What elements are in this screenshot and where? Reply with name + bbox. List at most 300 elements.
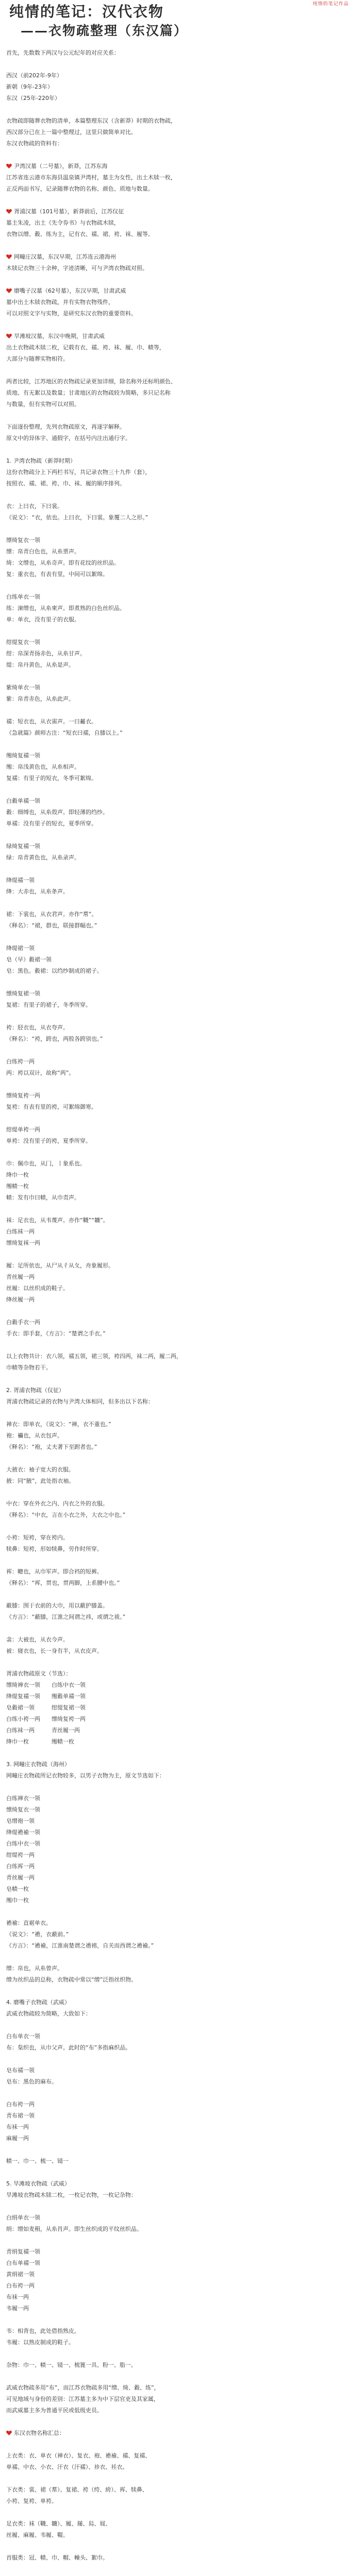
text-line	[6, 1294, 347, 1306]
text-line-content: 布袜一两	[6, 2124, 29, 2130]
text-line	[6, 297, 347, 308]
text-line-content: 白练小袴一两 缥绮复袴一两	[6, 1716, 86, 1722]
article-section	[6, 943, 347, 977]
article-section	[6, 1419, 347, 1453]
text-line-content: 犊鼻：短袴，形如犊鼻，劳作时所穿。	[6, 1546, 103, 1552]
title-line-1: 纯情的笔记：汉代衣物	[9, 3, 164, 20]
text-line-content: 西汉部分已在上一篇中整理过，这里只做简单对比。	[6, 129, 137, 135]
text-line	[6, 795, 347, 807]
text-line-content: 绛丝履一两	[6, 1296, 35, 1303]
text-line-content: 手衣：即手套，《方言》：“楚谓之手衣。”	[6, 1330, 106, 1337]
text-line-content: 《说文》：“衣，依也。上曰衣，下曰裳。象覆二人之形。”	[6, 514, 148, 521]
text-line	[6, 2484, 347, 2496]
text-line-content: 韦：相背也，此处借指熟皮。	[6, 2328, 80, 2334]
text-line-content: 尹湾汉墓（二号墓），新莽，江苏东海	[14, 163, 108, 170]
text-line-content: 缃：帛浅黄色也，从糸相声。	[6, 764, 80, 770]
text-line-content: 江苏省连云港市东海县温泉镇尹湾村，墓主为女性，出土木牍一枚，	[6, 174, 176, 181]
text-line-content: 白绢单衣一领	[6, 2214, 40, 2221]
text-line	[6, 2450, 347, 2462]
text-line-content: 丝履、麻履、韦履、鞮。	[6, 2532, 69, 2538]
text-line	[6, 1362, 347, 1374]
article-section	[6, 1759, 347, 1782]
text-line	[6, 1124, 347, 1136]
text-line	[6, 229, 347, 240]
text-line-content: 单襦、中衣、小衣、汗衣（汗襦）、袗衣、袿衣。	[6, 2464, 128, 2470]
text-line-content: 与数量，但有实物可以对照。	[6, 401, 80, 408]
text-line	[6, 1260, 347, 1272]
text-line	[6, 501, 347, 512]
text-line-content: 5. 旱滩坡衣物疏（武威）	[6, 2180, 70, 2187]
article-section	[6, 1566, 347, 1589]
text-line	[6, 1725, 347, 1736]
article-section	[6, 1997, 347, 2020]
text-line	[6, 2360, 347, 2371]
text-line	[6, 1770, 347, 1782]
text-line	[6, 1850, 347, 1861]
text-line-content: 縠：细缚也，从糸殻声。即轻薄的绉纱。	[6, 809, 108, 816]
text-line-content: 白练袜一两 青丝履一两	[6, 1727, 80, 1734]
text-line	[6, 761, 347, 773]
text-line-content: 2. 胥浦衣物疏（仪征）	[6, 1387, 64, 1394]
text-line	[6, 2303, 347, 2314]
text-line	[6, 1510, 347, 1521]
text-line	[6, 1759, 347, 1770]
text-line	[6, 1442, 347, 1453]
text-line	[6, 1385, 347, 1396]
article-section	[6, 1022, 347, 1045]
text-line-content: 首先，先数数下两汉与公元纪年的对应关系：	[6, 49, 120, 56]
text-line-content: 复襦：有里子的短衣，冬季可絮绵。	[6, 775, 97, 782]
text-line	[6, 852, 347, 863]
text-line	[6, 1872, 347, 1884]
text-line	[6, 342, 347, 353]
text-line	[6, 1793, 347, 1804]
text-line	[6, 1997, 347, 2008]
text-line	[6, 943, 347, 954]
article-section	[6, 1963, 347, 1986]
text-line	[6, 2292, 347, 2303]
text-line-content: 巾帻等杂物若干。	[6, 1364, 52, 1371]
heart-icon	[6, 288, 12, 293]
text-line	[6, 954, 347, 965]
text-line-content: 绛缇襜褕一领	[6, 1829, 40, 1836]
text-line-content: 白布袴一两	[6, 2282, 35, 2289]
text-line	[6, 2110, 347, 2122]
text-line-content: 两：袴以双计，故称“两”。	[6, 1070, 75, 1076]
text-line	[6, 478, 347, 489]
text-line	[6, 455, 347, 467]
text-line	[6, 648, 347, 659]
text-line	[6, 807, 347, 818]
text-line-content: 紫：帛青赤色，从糸此声。	[6, 696, 74, 702]
text-line	[6, 1691, 347, 1702]
heart-icon	[6, 209, 12, 214]
text-line	[6, 2008, 347, 2020]
text-line-content: 小袴、复袴、单袴。	[6, 2498, 57, 2504]
text-line	[6, 1464, 347, 1476]
text-line-content: 绛缇复襦一领 缃縠单襦一领	[6, 1693, 86, 1700]
text-line	[6, 2552, 347, 2564]
article-section	[6, 1124, 347, 1147]
text-line	[6, 387, 347, 399]
text-line	[6, 1895, 347, 1906]
text-line-content: 《方言》：“蔽膝，江淮之间谓之祎，或谓之祓。”	[6, 1614, 126, 1620]
text-line-content: 裈：幒也，从巾军声。即合裆的短裤。	[6, 1568, 103, 1575]
text-line-content: 可见地域与身份的差别：江苏墓主多为中下层官吏及其家属，	[6, 2396, 159, 2402]
article-section	[6, 1351, 347, 1374]
text-line	[6, 1056, 347, 1067]
title-line-2: ——衣物疏整理（东汉篇）	[21, 23, 188, 38]
text-line-content: 白縠手衣一两	[6, 1319, 40, 1326]
text-line-content: 缥绮复衣一领	[6, 537, 40, 544]
text-line	[6, 183, 347, 195]
text-line	[6, 2178, 347, 2190]
article-section	[6, 750, 347, 784]
article-header	[0, 0, 353, 45]
text-line-content: 足衣类：袜（韈、韤）、履、屦、舄、屐、	[6, 2520, 111, 2527]
article-section	[6, 1090, 347, 1113]
text-line	[6, 1351, 347, 1362]
text-line	[6, 93, 347, 104]
text-line-content: 布袜一两	[6, 2294, 29, 2300]
text-line	[6, 1566, 347, 1578]
text-line-content: 3. 网疃庄衣物疏（海州）	[6, 1761, 70, 1768]
text-line-content: 单襦：没有里子的短衣，夏季所穿。	[6, 820, 97, 827]
text-line-content: 青布裙一领	[6, 2112, 35, 2119]
text-line	[6, 1498, 347, 1510]
text-line-content: 单袴：没有里子的袴，夏季所穿。	[6, 1138, 91, 1144]
text-line	[6, 1668, 347, 1680]
article-section	[6, 2178, 347, 2201]
text-line	[6, 2156, 347, 2167]
text-line	[6, 1226, 347, 1238]
text-line-content: 墓中出土木牍衣物疏，并有实物衣物残件，	[6, 299, 114, 306]
article-section	[6, 2212, 347, 2235]
article-section	[6, 501, 347, 523]
article-section	[6, 2099, 347, 2144]
text-line-content: 白练袜一两	[6, 1228, 35, 1235]
text-line-content: 单：单衣，没有里子的衣服。	[6, 616, 80, 623]
text-line	[6, 1612, 347, 1623]
text-line-content: 练：湅缯也，从糸柬声。即煮熟的白色丝织品。	[6, 605, 125, 612]
text-line-content: 绢：缯如麦䅌，从糸肙声。即生丝织成的平纹丝织品。	[6, 2226, 142, 2232]
text-line-content: 白布单衣一领	[6, 2033, 40, 2040]
text-line	[6, 1396, 347, 1408]
text-line-content: 白练中衣一领	[6, 1840, 40, 1847]
text-line	[6, 1702, 347, 1714]
text-line	[6, 1181, 347, 1192]
text-line-content: 缃绮复襦一领	[6, 752, 40, 759]
article-section	[6, 909, 347, 931]
article-section	[6, 1793, 347, 1906]
text-line	[6, 2212, 347, 2224]
text-line-content: 韦履一两	[6, 2305, 29, 2312]
text-line	[6, 1101, 347, 1113]
text-line	[6, 2099, 347, 2110]
text-line-content: 蔽膝：围于衣前的大巾，用以蔽护膝盖。	[6, 1602, 108, 1609]
text-line-content: 缃巾一枚	[6, 1897, 29, 1904]
watermark-top: 纯情的笔记作品	[312, 2, 349, 7]
text-line	[6, 750, 347, 761]
text-line	[6, 421, 347, 433]
article-section	[6, 2450, 347, 2473]
text-line	[6, 886, 347, 897]
text-line-content: 新朝（9年-23年）	[6, 83, 53, 90]
text-line-content: 以上衣物共计：衣八领，襦五领，裙三领，袴四两，袜二两，履二两，	[6, 1353, 182, 1360]
text-line	[6, 512, 347, 523]
text-line	[6, 920, 347, 931]
text-line-content: 《释名》：“中衣，言在小衣之外，大衣之中也。”	[6, 1512, 126, 1518]
article-section	[6, 285, 347, 319]
text-line-content: 4. 磨嘴子衣物疏（武威）	[6, 1999, 70, 2006]
text-line	[6, 2462, 347, 2473]
text-line-content: 皂缯袍一领	[6, 1818, 35, 1824]
text-line-content: 绛缇襦一领	[6, 877, 35, 884]
text-line-content: 武威衣物疏多用“布”，而江苏衣物疏多用“缯、绮、縠、练”，	[6, 2384, 160, 2391]
article-section	[6, 2382, 347, 2416]
text-line	[6, 1974, 347, 1986]
text-line	[6, 1884, 347, 1895]
text-line-content: 缥绮禅衣一领 白练中衣一领	[6, 1682, 86, 1688]
text-line	[6, 1192, 347, 1204]
text-line	[6, 433, 347, 444]
text-line-content: 襦：短衣也，从衣需声。一曰㬮衣。	[6, 718, 97, 725]
text-line	[6, 251, 347, 263]
text-line	[6, 1022, 347, 1033]
text-line-content: 复袴：有表有里的袴，可絮绵御寒。	[6, 1104, 97, 1110]
article-section	[6, 1215, 347, 1249]
article-section	[6, 1317, 347, 1340]
text-line	[6, 965, 347, 977]
text-line-content: 皂布：黑色的麻布。	[6, 2078, 57, 2085]
text-line-content: 衾：大被也，从衣今声。	[6, 1636, 69, 1643]
text-line-content: 东汉（25年-220年）	[6, 95, 60, 101]
text-line	[6, 1328, 347, 1340]
text-line	[6, 2382, 347, 2394]
text-line-content: 复裙：有里子的裙子，冬季所穿。	[6, 1002, 91, 1008]
text-line	[6, 331, 347, 342]
article-section	[6, 2246, 347, 2314]
text-line-content: 《说文》：“襜，衣蔽前。”	[6, 1931, 69, 1938]
text-line-content: 胥浦衣物疏原文（节选）：	[6, 1670, 72, 1677]
text-line	[6, 1804, 347, 1816]
article-section	[6, 1600, 347, 1623]
text-line	[6, 1158, 347, 1170]
article-section	[6, 331, 347, 365]
text-line	[6, 308, 347, 319]
text-line	[6, 999, 347, 1011]
text-line	[6, 376, 347, 387]
text-line	[6, 1736, 347, 1748]
text-line	[6, 1634, 347, 1646]
text-line	[6, 138, 347, 149]
text-line-content: 绀缇单袴一两	[6, 1126, 40, 1133]
text-line	[6, 1838, 347, 1850]
text-line	[6, 818, 347, 829]
text-line-content: 网疃庄汉墓，东汉早期，江苏连云港海州	[14, 253, 116, 260]
text-line	[6, 569, 347, 580]
text-line	[6, 1476, 347, 1487]
text-line	[6, 2246, 347, 2258]
text-line-content: 韦履：以熟皮制成的鞋子。	[6, 2339, 74, 2346]
text-line	[6, 2496, 347, 2507]
article-section	[6, 376, 347, 410]
text-line-content: 两者比较，江苏地区的衣物疏记录更加详细，除名称外还标明颜色、	[6, 378, 176, 385]
text-line-content: 袍：襺也，从衣包声。	[6, 1432, 63, 1439]
text-line-content: 巾：佩巾也，从冂，丨象系也。	[6, 1160, 86, 1167]
text-line	[6, 1861, 347, 1872]
text-line-content: 绛巾一枚	[6, 1172, 29, 1178]
article-section	[6, 1918, 347, 1952]
text-line	[6, 2428, 347, 2439]
text-line	[6, 172, 347, 183]
text-line-content: 1. 尹湾衣物疏（新莽时期）	[6, 457, 76, 464]
text-line-content: 出土衣物疏木牍二枚，记载有衣、襦、袴、袜、履、巾、帻等，	[6, 344, 165, 351]
text-line-content: 白练袴一两	[6, 1058, 35, 1065]
text-line-content: 武威衣物疏较为简略，大致如下：	[6, 2010, 91, 2017]
text-line	[6, 2190, 347, 2201]
heart-icon	[6, 2430, 12, 2435]
text-line	[6, 2042, 347, 2054]
text-line	[6, 206, 347, 217]
text-line-content: 杂物：巾一、帻一、镜一、梳篦一具、粉一、脂一。	[6, 2362, 137, 2368]
article-section	[6, 2031, 347, 2054]
text-line-content: 大掖衣：袖子宽大的衣服。	[6, 1466, 74, 1473]
text-line-content: 《释名》：“裈，贯也，贯两脚，上系腰中也。”	[6, 1580, 120, 1586]
text-line-content: 皂縠裙一领 绀缇复裙一领	[6, 1704, 86, 1711]
text-line	[6, 603, 347, 614]
text-line-content: 绀：帛深青扬赤色，从糸甘声。	[6, 650, 86, 657]
article-section	[6, 1158, 347, 1204]
text-line-content: 青丝履一两	[6, 1874, 35, 1881]
article-section	[6, 421, 347, 444]
article-section	[6, 1260, 347, 1306]
text-line	[6, 2405, 347, 2416]
text-line	[6, 841, 347, 852]
text-line	[6, 2394, 347, 2405]
text-line	[6, 2326, 347, 2337]
text-line	[6, 2518, 347, 2530]
article-section	[6, 251, 347, 274]
text-line	[6, 988, 347, 999]
text-line	[6, 2224, 347, 2235]
text-line-content: 下衣类：裳、裙（帬）、复裙、袴（绔、絝）、裈、犊鼻、	[6, 2486, 148, 2493]
text-line	[6, 614, 347, 625]
text-line	[6, 1940, 347, 1952]
text-line	[6, 1578, 347, 1589]
article-section	[6, 841, 347, 863]
text-line-content: 上衣类：衣、单衣（禅衣）、复衣、袍、襜褕、襦、复襦、	[6, 2452, 151, 2459]
text-line-content: 绛：大赤也，从糸夅声。	[6, 888, 69, 895]
text-line-content: 东汉衣物名称汇总：	[14, 2430, 65, 2436]
text-line-content: 皂布襦一领	[6, 2067, 35, 2074]
text-line	[6, 591, 347, 603]
text-line-content: 胥浦汉墓（101号墓），新莽前后，江苏仪征	[14, 208, 124, 215]
text-line	[6, 1600, 347, 1612]
article-section	[6, 795, 347, 829]
text-line	[6, 1827, 347, 1838]
article-section	[6, 70, 347, 104]
article-section	[6, 1464, 347, 1487]
text-line	[6, 2280, 347, 2292]
text-line	[6, 557, 347, 569]
text-line	[6, 909, 347, 920]
text-line-content: 履：足所依也，从尸从彳从夂，舟象履形。	[6, 1262, 114, 1269]
text-line-content: 小袴：短袴，穿在袴内。	[6, 1534, 69, 1541]
text-line-content: 大部分与随葬实物相符。	[6, 355, 69, 362]
article-section	[6, 115, 347, 149]
article-section	[6, 591, 347, 625]
text-line	[6, 1714, 347, 1725]
text-line-content: 绛巾一枚 缃帻一枚	[6, 1738, 74, 1745]
text-line	[6, 693, 347, 705]
text-line-content: 紫绮单衣一领	[6, 684, 40, 691]
text-line-content: 衣物疏即随葬衣物的清单，本篇整理东汉（含新莽）时期的衣物疏，	[6, 117, 176, 124]
text-line-content: 网疃庄衣物疏所记衣物较多，以男子衣物为主，原文节选如下：	[6, 1772, 165, 1779]
text-line-content: 袜：足衣也，从韦蔑声。亦作“韈”“韤”。	[6, 1217, 109, 1224]
text-line-content: 衣物以缯、縠、练为主，记有衣、襦、裙、袴、袜、履等。	[6, 231, 154, 238]
text-line-content: 复：重衣也，有表有里，中间可以絮绵。	[6, 571, 108, 578]
text-line	[6, 2530, 347, 2541]
text-line	[6, 467, 347, 478]
text-line	[6, 1816, 347, 1827]
text-line-content: 胥浦衣物疏记录的衣物与尹湾大体相同，但多出以下名称：	[6, 1398, 154, 1405]
article-section	[6, 1634, 347, 1657]
text-line-content: 《释名》：“袍，丈夫著下至跗者也。”	[6, 1444, 97, 1450]
text-line	[6, 353, 347, 365]
article-section	[6, 2484, 347, 2507]
text-line-content: 缯：帛也，从糸曾声。	[6, 1965, 63, 1972]
text-line-content: 下面逐份整理，先列衣物疏原文，再逐字解释。	[6, 423, 125, 430]
text-line-content: 中衣：穿在外衣之内、内衣之外的衣服。	[6, 1500, 108, 1507]
article-section	[6, 875, 347, 897]
text-line-content: 缥绮复衣一领	[6, 1806, 40, 1813]
text-line	[6, 115, 347, 127]
text-line-content: 缃帻一枚	[6, 1183, 29, 1190]
text-line	[6, 2258, 347, 2269]
text-line	[6, 1136, 347, 1147]
text-line	[6, 1238, 347, 1249]
text-line-content: 绮：文缯也，从糸奇声。即有花纹的丝织品。	[6, 560, 120, 566]
text-line-content: 可以对照文字与实物，是研究东汉衣物的重要资料。	[6, 310, 137, 317]
text-line	[6, 161, 347, 172]
text-line	[6, 2065, 347, 2076]
text-line	[6, 1090, 347, 1101]
text-line-content: 木牍记衣物三十余种，字迹清晰，可与尹湾衣物疏对照。	[6, 265, 148, 272]
text-line	[6, 285, 347, 297]
article-section	[6, 2326, 347, 2348]
article-section	[6, 1532, 347, 1555]
article-section	[6, 1056, 347, 1079]
text-line	[6, 1544, 347, 1555]
text-line-content: 青丝履一两	[6, 1274, 35, 1280]
text-line	[6, 727, 347, 739]
text-line	[6, 1419, 347, 1430]
text-line-content: 按照衣、襦、裙、袴、巾、袜、履的顺序排列。	[6, 480, 125, 487]
text-line-content: 皂（早）縠裙一领	[6, 956, 52, 963]
text-line-content: 帻一、巾一、梳一、镜一	[6, 2158, 69, 2164]
article-section	[6, 2065, 347, 2088]
heart-icon	[6, 333, 12, 338]
text-line-content: 西汉（前202年-9年）	[6, 72, 62, 79]
text-line-content: 皂帻一枚	[6, 1886, 29, 1892]
text-line-content: 青绢复襦一领	[6, 2248, 40, 2255]
text-line-content: 禅衣：即单衣，《说文》：“禅，衣不重也。”	[6, 1421, 111, 1428]
text-line-content: 裙：下裳也，从衣君声。亦作“帬”。	[6, 911, 97, 918]
text-line-content: 白练裈一两	[6, 1863, 35, 1870]
article-section	[6, 47, 347, 59]
text-line-content: 缥绮复裙一领	[6, 990, 40, 997]
